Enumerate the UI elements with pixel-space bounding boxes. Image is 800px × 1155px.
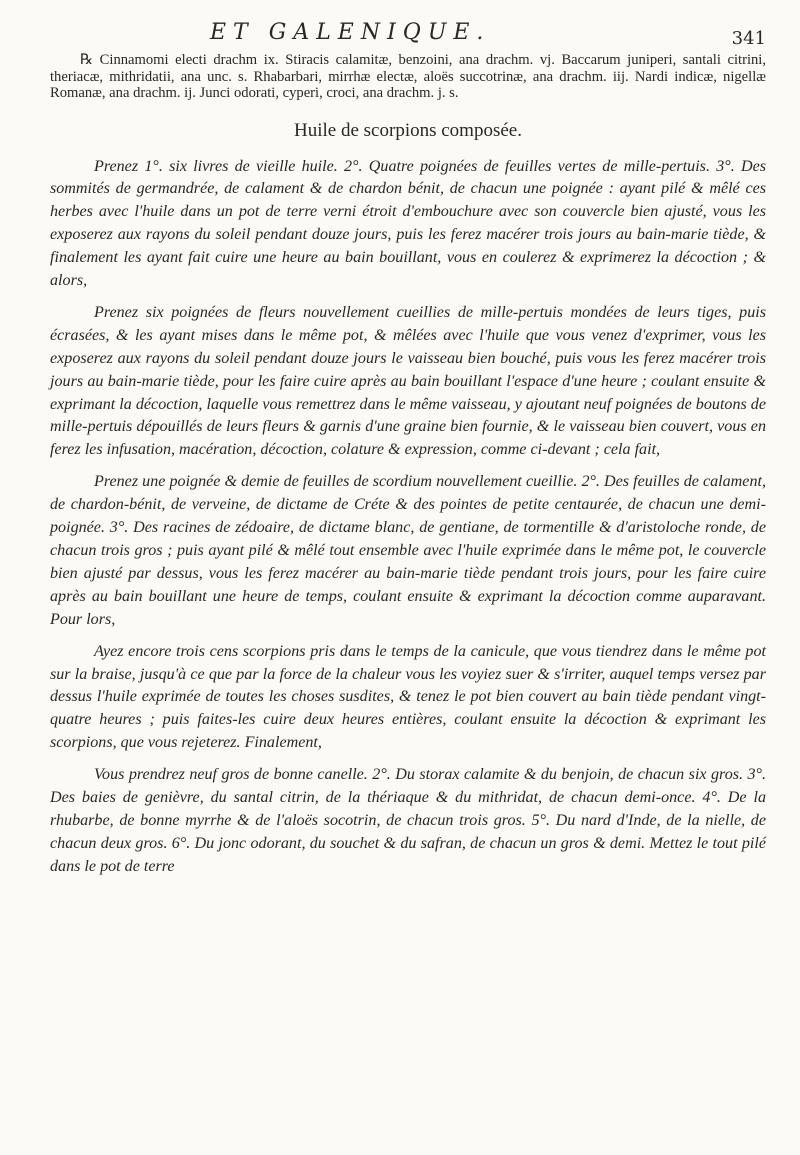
body-paragraph: Ayez encore trois cens scorpions pris dans le temps de la canicule, que vous tiendrez dans le même pot sur la braise, jusqu'à ce que par la force de la chaleur vous les voyiez suer & s'irriter, auquel temps versez par dessus l'huile exprimée de toutes les choses susdites, & tenez le pot bien couvert au bain tiède pendant vingt-quatre heures ; puis faites-les cuire deux heures entières, coulant ensuite la décoction & exprimant les scorpions, que vous rejeterez. Finalement, bbox=[50, 642, 766, 752]
section-heading: Huile de scorpions composée. bbox=[294, 119, 522, 141]
body-paragraph: Prenez une poignée & demie de feuilles de scordium nouvellement cueillie. 2°. Des feuilles de calament, de chardon-bénit, de verveine, de dictame de Créte & des pointes de petite centaurée, de chacun une demi-poignée. 3°. Des racines de zédoaire, de dictame blanc, de gentiane, de tormentille & d'aristoloche ronde, de chacun trois gros ; puis ayant pilé & mêlé tout ensemble avec l'huile exprimée dans le même pot, le couvercle bien ajusté par dessus, vous les ferez macérer au bain-marie tiède pendant trois jours, pour les faire cuire après au bain bouillant une heure de temps, coulant ensuite & exprimant la décoction comme auparavant. Pour lors, bbox=[50, 473, 766, 628]
recipe-paragraph: ℞ Cinnamomi electi drachm ix. Stiracis calamitæ, benzoini, ana drachm. vj. Baccarum juniperi, santali citrini, theriacæ, mithridatii, ana unc. s. Rhabarbari, mirrhæ electæ, aloës succotrinæ, ana drachm. iij. Nardi indicæ, nigellæ Romanæ, ana drachm. ij. Junci odorati, cyperi, croci, ana drachm. j. s. bbox=[50, 52, 766, 101]
body-paragraph: Prenez six poignées de fleurs nouvellement cueillies de mille-pertuis mondées de leurs tiges, puis écrasées, & les ayant mises dans le même pot, & mêlées avec l'huile que vous venez d'exprimer, vous les exposerez aux rayons du soleil pendant douze jours le vaisseau bien bouché, puis vous les ferez macérer trois jours au bain-marie tiède, pour les faire cuire après au bain bouillant l'espace d'une heure ; coulant ensuite & exprimant la décoction, laquelle vous remettrez dans le même vaisseau, y ajoutant neuf poignées de boutons de mille-pertuis dépouillés de leurs fleurs & garnis d'une graine bien fournie, & le vaisseau bien couvert, vous en ferez les infusation, macération, décoction, colature & expression, comme ci-devant ; cela fait, bbox=[50, 303, 766, 459]
body-paragraph: Prenez 1°. six livres de vieille huile. 2°. Quatre poignées de feuilles vertes de mille-pertuis. 3°. Des sommités de germandrée, de calament & de chardon bénit, de chacun une poignée : ayant pilé & mêlé ces herbes avec l'huile dans un pot de terre verni étroit d'embouchure avec son couvercle bien ajusté, vous les exposerez aux rayons du soleil pendant douze jours, puis les ferez macérer trois jours au bain-marie tiède, & finalement les ayant fait cuire une heure au bain bouillant, vous en coulerez & exprimerez la décoction ; & alors, bbox=[50, 157, 766, 290]
running-head bbox=[50, 18, 766, 52]
body-paragraph: Vous prendrez neuf gros de bonne canelle. 2°. Du storax calamite & du benjoin, de chacun six gros. 3°. Des baies de genièvre, du santal citrin, de la thériaque & du mithridat, de chacun demi-once. 4°. De la rhubarbe, de bonne myrrhe & de l'aloës socotrin, de chacun trois gros. 5°. Du nard d'Inde, de la nielle, de chacun deux gros. 6°. Du jonc odorant, du souchet & du safran, de chacun un gros & demi. Mettez le tout pilé dans le pot de terre bbox=[50, 766, 766, 875]
running-title: ET GALENIQUE. bbox=[210, 20, 491, 45]
page-number: 341 bbox=[731, 28, 766, 49]
